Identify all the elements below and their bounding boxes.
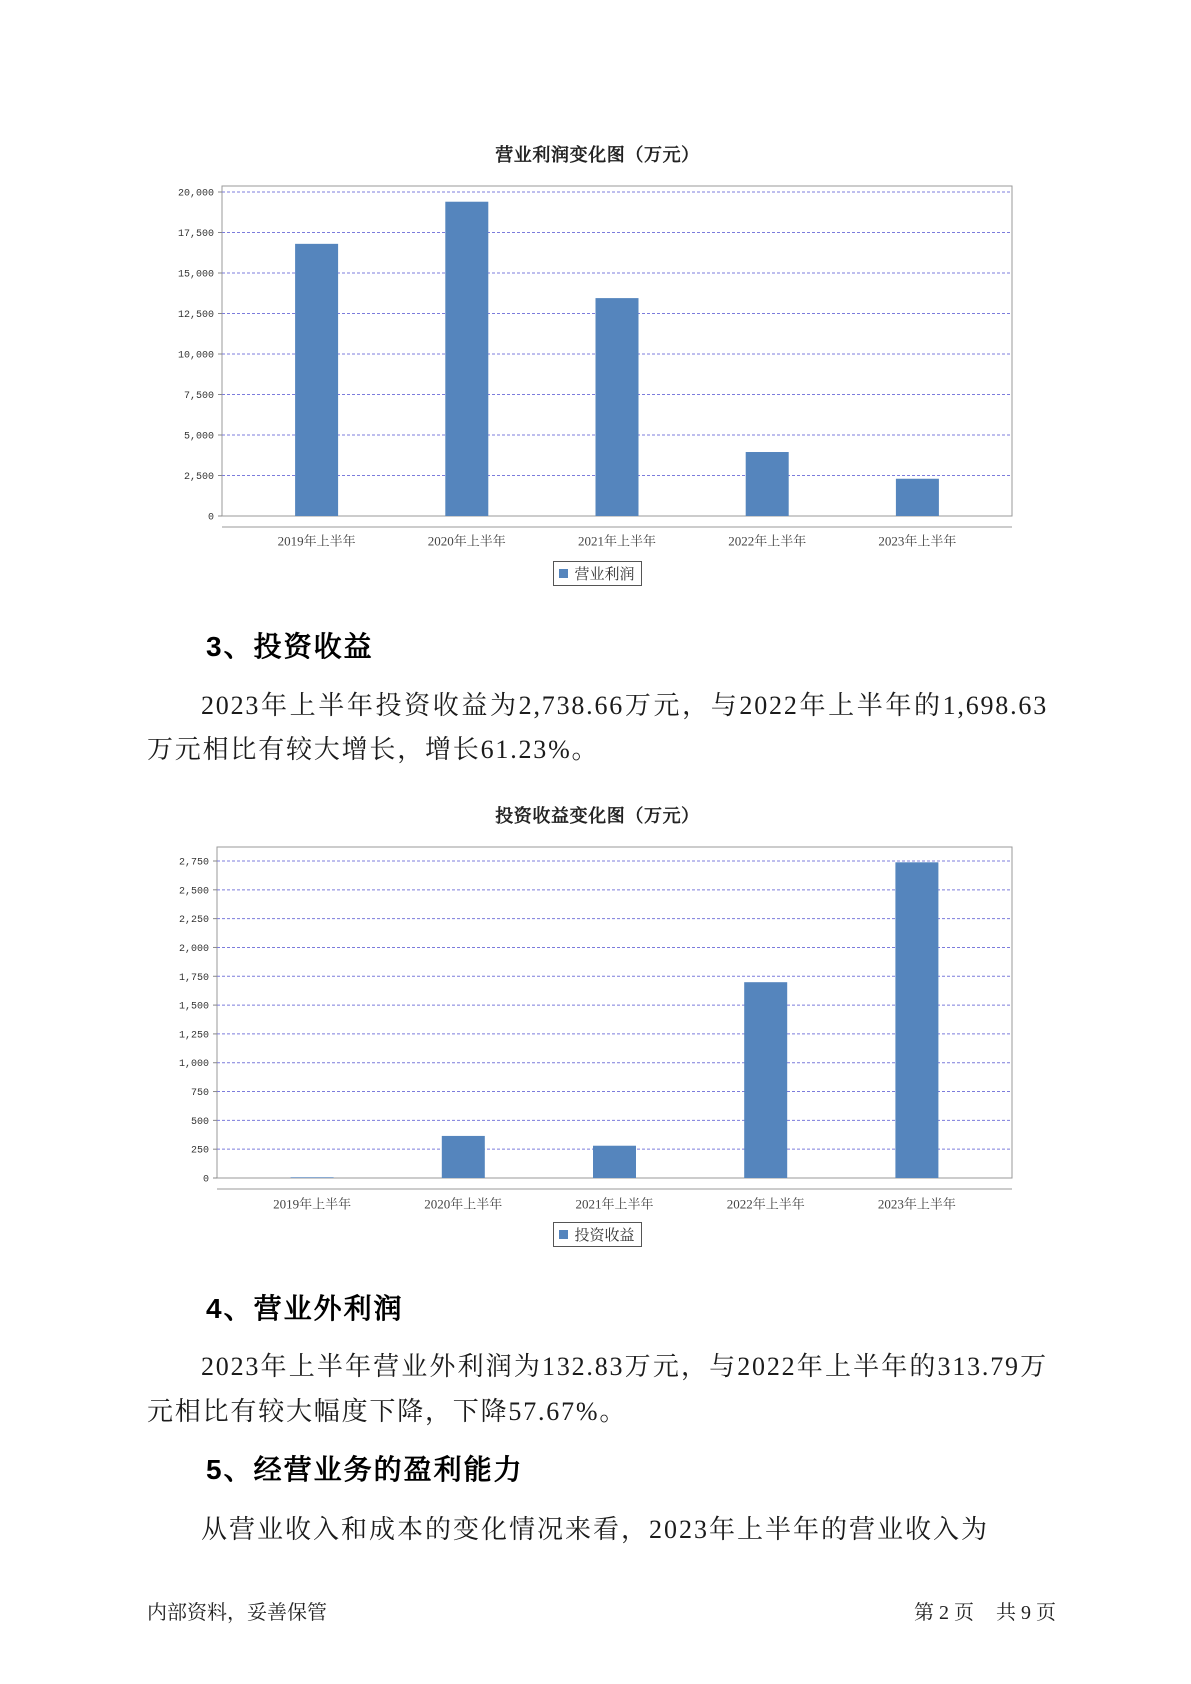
y-tick-label: 1,250: [178, 1030, 209, 1042]
y-tick-label: 15,000: [177, 269, 214, 281]
y-tick-label: 2,750: [178, 857, 209, 869]
y-tick-label: 250: [190, 1145, 209, 1157]
bar: [744, 982, 787, 1178]
y-tick-label: 7,500: [183, 391, 214, 402]
y-tick-label: 2,500: [178, 886, 209, 898]
page-total: 共 9 页: [996, 1602, 1056, 1624]
bar: [593, 1146, 636, 1178]
y-tick-label: 12,500: [177, 310, 214, 321]
y-tick-label: 1,000: [178, 1059, 209, 1071]
legend-label: 营业利润: [574, 567, 635, 583]
x-category-label: 2022年上半年: [726, 1196, 805, 1212]
x-category-label: 2021年上半年: [577, 533, 657, 549]
footer-note: 内部资料，妥善保管: [147, 1602, 327, 1624]
x-category-label: 2019年上半年: [273, 1196, 352, 1212]
y-tick-label: 10,000: [177, 350, 214, 362]
page-number: 第 2 页: [914, 1602, 974, 1624]
y-tick-label: 17,500: [177, 229, 214, 240]
legend-container: [147, 1222, 1048, 1247]
chart-title: 营业利润变化图（万元）: [495, 145, 700, 165]
section-heading: 4、营业外利润: [206, 1293, 404, 1324]
y-tick-label: 2,000: [178, 943, 209, 955]
y-tick-label: 1,750: [178, 972, 209, 984]
y-tick-label: 750: [190, 1088, 209, 1100]
legend-container: [147, 561, 1048, 586]
x-category-label: 2022年上半年: [728, 533, 807, 549]
legend-swatch: [559, 1230, 568, 1239]
section-heading: 5、经营业务的盈利能力: [206, 1454, 524, 1485]
legend-swatch: [559, 569, 568, 578]
y-tick-label: 20,000: [177, 188, 214, 200]
x-category-label: 2021年上半年: [575, 1196, 654, 1212]
y-tick-label: 1,500: [178, 1001, 209, 1013]
paragraph-line: 从营业收入和成本的变化情况来看，2023年上半年的营业收入为: [201, 1515, 990, 1544]
bar: [291, 1177, 334, 1178]
bar: [895, 862, 938, 1178]
page-counter: [914, 1600, 1056, 1626]
y-tick-label: 2,500: [183, 472, 214, 483]
y-tick-label: 500: [190, 1116, 209, 1128]
paragraph-line: 2023年上半年投资收益为2,738.66万元，与2022年上半年的1,698.63: [201, 691, 1048, 720]
bar: [295, 244, 338, 516]
paragraph-line: 2023年上半年营业外利润为132.83万元，与2022年上半年的313.79万: [201, 1352, 1048, 1381]
bar: [442, 1136, 485, 1178]
chart-title: 投资收益变化图（万元）: [495, 806, 700, 826]
x-category-label: 2019年上半年: [277, 533, 356, 549]
section-heading: 3、投资收益: [206, 631, 374, 662]
x-category-label: 2020年上半年: [424, 1196, 503, 1212]
y-tick-label: 0: [207, 512, 214, 524]
paragraph-line: 元相比有较大幅度下降，下降57.67%。: [147, 1397, 628, 1426]
legend: [553, 1222, 641, 1247]
y-tick-label: 2,250: [178, 915, 209, 927]
bar: [746, 452, 789, 516]
operating-profit-bar-chart: [0, 170, 1191, 555]
legend: [553, 561, 641, 586]
paragraph-line: 万元相比有较大增长，增长61.23%。: [147, 735, 600, 764]
x-category-label: 2020年上半年: [427, 533, 506, 549]
legend-label: 投资收益: [574, 1228, 635, 1244]
x-category-label: 2023年上半年: [877, 1196, 956, 1212]
plot-frame: [217, 847, 1012, 1178]
investment-income-bar-chart: [0, 835, 1191, 1220]
y-tick-label: 0: [202, 1174, 209, 1186]
bar: [596, 298, 639, 516]
bar: [896, 479, 939, 516]
x-category-label: 2023年上半年: [878, 533, 957, 549]
y-tick-label: 5,000: [183, 431, 214, 443]
bar: [445, 202, 488, 516]
